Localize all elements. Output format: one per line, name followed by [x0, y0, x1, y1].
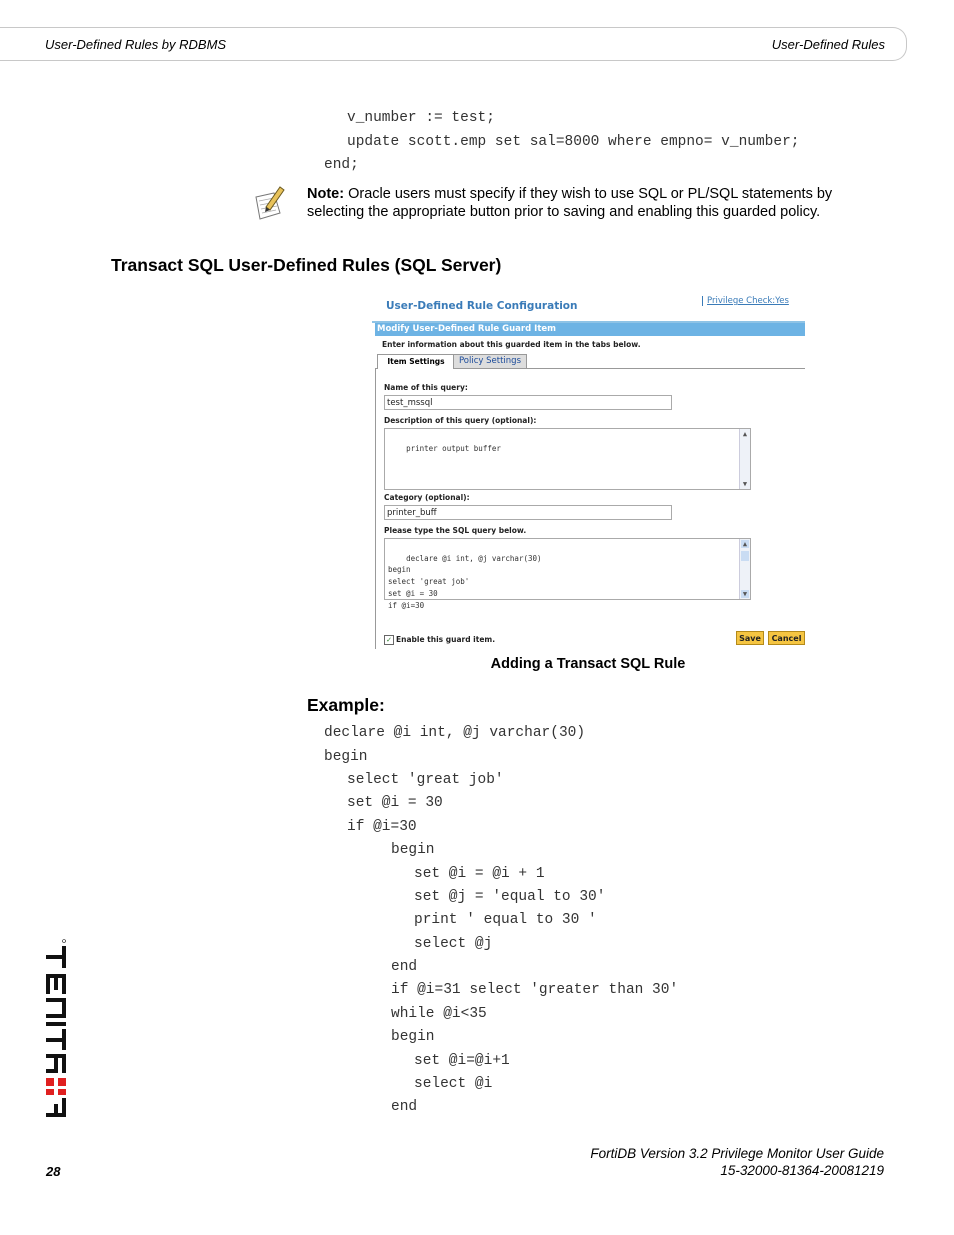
note-icon — [250, 183, 288, 223]
example-code-line: print ' equal to 30 ' — [414, 912, 597, 928]
enable-label: Enable this guard item. — [396, 635, 496, 644]
example-code-line: if @i=30 — [347, 819, 417, 835]
example-code-line: select 'great job' — [347, 772, 504, 788]
description-scrollbar[interactable] — [739, 429, 750, 489]
example-code-line: while @i<35 — [391, 1006, 487, 1022]
rule-config-screenshot — [372, 292, 805, 649]
scroll-up-icon[interactable]: ▲ — [742, 430, 748, 438]
title-bar: Modify User-Defined Rule Guard Item — [375, 323, 805, 336]
figure-caption: Adding a Transact SQL Rule — [490, 656, 686, 672]
footer-doc-number: 15-32000-81364-20081219 — [720, 1163, 884, 1178]
cancel-button[interactable]: Cancel — [768, 631, 805, 645]
enable-checkbox[interactable]: ✓ — [384, 635, 394, 645]
sql-scrollbar[interactable] — [739, 539, 750, 599]
header-left-title: User-Defined Rules by RDBMS — [45, 37, 227, 52]
scroll-thumb[interactable] — [741, 551, 749, 561]
description-textarea[interactable] — [384, 428, 751, 490]
example-code-line: end — [391, 959, 418, 975]
fortinet-logo — [44, 938, 70, 1128]
save-button[interactable]: Save — [736, 631, 764, 645]
code-line: v_number := test; — [347, 110, 495, 126]
config-title: User-Defined Rule Configuration — [386, 300, 578, 312]
code-line: update scott.emp set sal=8000 where empno= v_number; — [347, 134, 800, 150]
example-code-line: end — [391, 1099, 418, 1115]
name-label: Name of this query: — [384, 383, 468, 392]
name-input[interactable]: test_mssql — [384, 395, 672, 410]
header-right-title: User-Defined Rules — [771, 37, 885, 52]
example-code-line: select @i — [414, 1076, 493, 1092]
category-label: Category (optional): — [384, 493, 470, 502]
scroll-up-icon[interactable]: ▲ — [742, 540, 748, 548]
instructions: Enter information about this guarded item in the tabs below. — [382, 340, 641, 349]
example-code-line: set @i=@i+1 — [414, 1053, 510, 1069]
note-body: Oracle users must specify if they wish to use SQL or PL/SQL statements by selecting the appropriate button prior to saving and enabling this guarded policy. — [307, 186, 833, 220]
tab-item-settings[interactable]: Item Settings — [377, 354, 455, 369]
example-code-line: set @j = 'equal to 30' — [414, 889, 606, 905]
sql-text: declare @i int, @j varchar(30) begin select 'great job' set @i = 30 if @i=30 — [388, 553, 542, 610]
description-text: printer output buffer — [406, 443, 501, 453]
category-input[interactable]: printer_buff — [384, 505, 672, 520]
example-code-line: begin — [391, 1029, 435, 1045]
sql-label: Please type the SQL query below. — [384, 526, 527, 535]
example-code-line: begin — [391, 842, 435, 858]
example-code-line: if @i=31 select 'greater than 30' — [391, 982, 679, 998]
scroll-down-icon[interactable]: ▼ — [742, 480, 748, 488]
example-code-line: set @i = @i + 1 — [414, 866, 545, 882]
privilege-check-link[interactable]: Privilege Check:Yes — [702, 296, 789, 306]
code-line: end; — [324, 157, 359, 173]
sql-textarea[interactable] — [384, 538, 751, 610]
example-heading: Example: — [307, 695, 385, 715]
footer-title: FortiDB Version 3.2 Privilege Monitor User Guide — [590, 1146, 884, 1161]
note — [307, 185, 877, 221]
description-label: Description of this query (optional): — [384, 416, 537, 425]
section-heading: Transact SQL User-Defined Rules (SQL Server) — [111, 255, 502, 275]
tab-policy-settings[interactable]: Policy Settings — [453, 354, 527, 369]
example-code-line: begin — [324, 749, 368, 765]
example-code-line: set @i = 30 — [347, 795, 443, 811]
note-label: Note: — [307, 186, 345, 202]
example-code-line: select @j — [414, 936, 493, 952]
example-code-line: declare @i int, @j varchar(30) — [324, 725, 586, 741]
page-number: 28 — [46, 1164, 61, 1179]
scroll-down-icon[interactable]: ▼ — [742, 590, 748, 598]
